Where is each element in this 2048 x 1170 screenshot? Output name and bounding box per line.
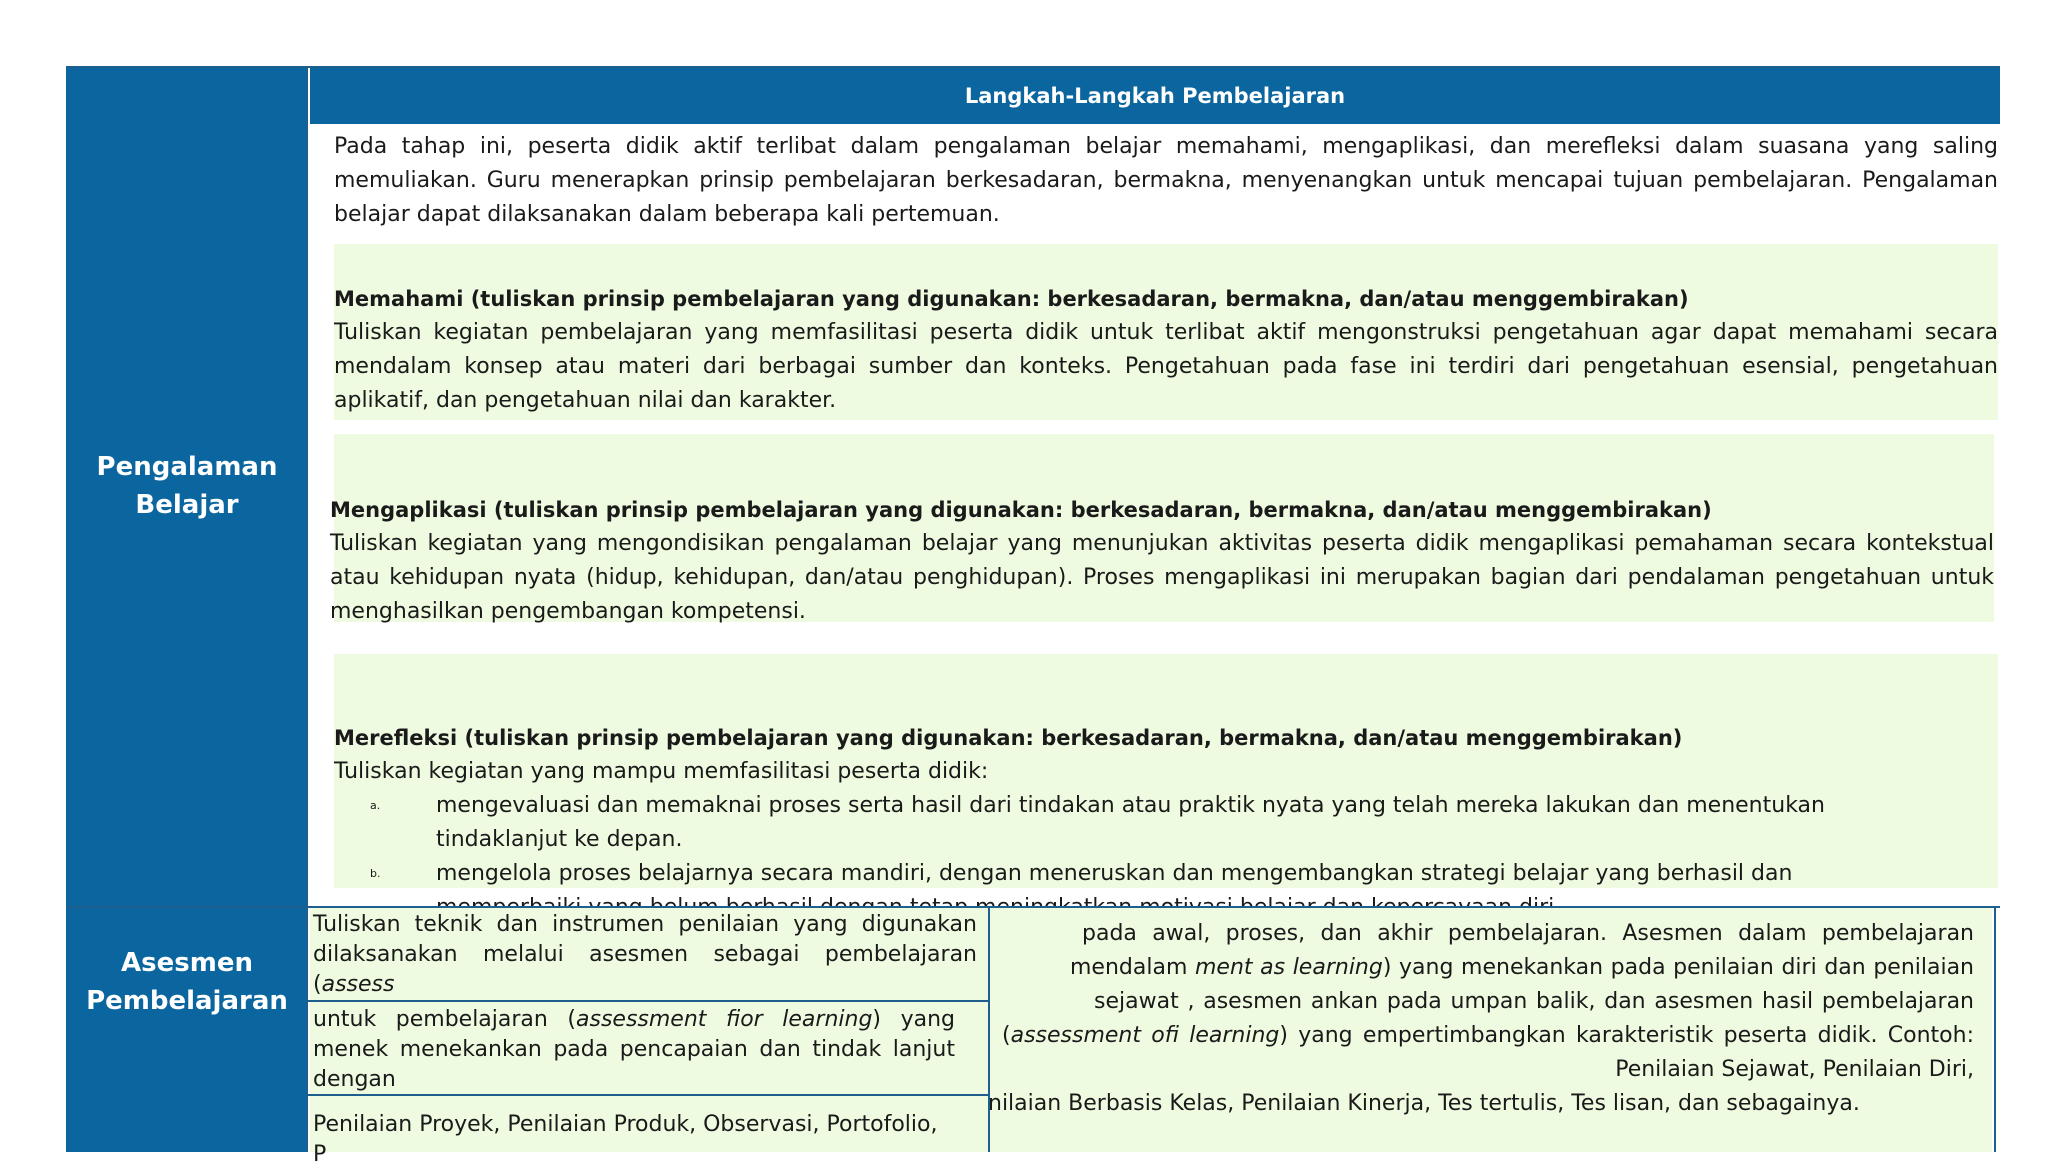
intro-paragraph: Pada tahap ini, peserta didik aktif terlibat dalam pengalaman belajar memahami, mengaplikasi, dan merefleksi dalam suasana yang saling memuliakan. Guru menerapkan prinsip pembelajaran berkesadaran, bermakna, menyenangkan untuk mencapai tujuan pembelajaran. Pengalaman belajar dapat dilaksanakan dalam beberapa kali pertemuan.: [334, 134, 1998, 227]
mengaplikasi-title: Mengaplikasi (tuliskan prinsip pembelajaran yang digunakan: berkesadaran, bermakna, dan/atau menggembirakan): [330, 498, 1712, 522]
merefleksi-title: Merefleksi (tuliskan prinsip pembelajaran yang digunakan: berkesadaran, bermakna, dan/atau menggembirakan): [334, 726, 1683, 750]
asesmen-right-text: [990, 917, 1974, 1121]
merefleksi-list: [334, 789, 1998, 913]
asesmen-pembelajaran-label: [66, 932, 308, 1032]
asesmen-right-line-3: sejawat , asesmen ankan pada umpan balik, dan asesmen hasil pembelajaran: [1094, 989, 1974, 1014]
asesmen-label-line2: Pembelajaran: [86, 986, 288, 1016]
asesmen-right-line-2: mendalam ment as learning) yang menekankan pada penilaian diri dan penilaian: [1070, 955, 1974, 980]
list-item-a-line2: tindaklanjut ke depan.: [436, 827, 683, 852]
steps-header-title: Langkah-Langkah Pembelajaran: [964, 84, 1346, 108]
asesmen-label-line1: Asesmen: [121, 948, 253, 978]
asesmen-right-line-6: nilaian Berbasis Kelas, Penilaian Kinerja, Tes tertulis, Tes lisan, dan sebagainya.: [988, 1091, 1860, 1116]
mengaplikasi-text: Tuliskan kegiatan yang mengondisikan pengalaman belajar yang menunjukan aktivitas peserta didik mengaplikasi pemahaman secara kontekstual atau kehidupan nyata (hidup, kehidupan, dan/atau penghidupan). Proses mengaplikasi ini merupakan bagian dari pendalaman pengetahuan untuk menghasilkan pengembangan kompetensi.: [330, 531, 1994, 624]
memahami-title: Memahami (tuliskan prinsip pembelajaran yang digunakan: berkesadaran, bermakna, dan/atau menggembirakan): [334, 287, 1689, 311]
pengalaman-label-line2: Belajar: [135, 490, 239, 520]
merefleksi-intro: Tuliskan kegiatan yang mampu memfasilitasi peserta didik:: [334, 759, 989, 784]
asesmen-right-border: [1994, 906, 1996, 1152]
asesmen-right-line-4: (assessment ofi learning) yang empertimbangkan karakteristik peserta didik. Contoh:: [1002, 1023, 1974, 1048]
list-marker-b: b.: [370, 867, 381, 880]
asesmen-right-line-5: Penilaian Sejawat, Penilaian Diri,: [1615, 1057, 1974, 1082]
list-marker-a: a.: [370, 799, 381, 812]
pengalaman-belajar-label: [66, 436, 308, 536]
list-item: [436, 789, 1886, 857]
asesmen-right-line-1: pada awal, proses, dan akhir pembelajaran. Asesmen dalam pembelajaran: [1082, 921, 1974, 946]
asesmen-left-text-2: untuk pembelajaran (assessment fior learning) yang menek menekankan pada pencapaian dan tindak lanjut dengan: [313, 1007, 955, 1092]
steps-header: [310, 68, 2000, 124]
list-item-b-line1: mengelola proses belajarnya secara mandiri, dengan meneruskan dan mengembangkan strategi belajar yang berhasil dan: [436, 861, 1793, 886]
memahami-text: Tuliskan kegiatan pembelajaran yang memfasilitasi peserta didik untuk terlibat aktif mengonstruksi pengetahuan agar dapat memahami secara mendalam konsep atau materi dari berbagai sumber dan konteks. Pengetahuan pada fase ini terdiri dari pengetahuan esensial, pengetahuan aplikatif, dan pengetahuan nilai dan karakter.: [334, 320, 1998, 413]
asesmen-left-text-1: Tuliskan teknik dan instrumen penilaian yang digunakan dilaksanakan melalui asesmen sebagai pembelajaran (assess: [313, 912, 977, 997]
list-item-a-line1: mengevaluasi dan memaknai proses serta hasil dari tindakan atau praktik nyata yang telah mereka lakukan dan menentukan: [436, 793, 1825, 818]
asesmen-left-text-3: Penilaian Proyek, Penilaian Produk, Observasi, Portofolio, P: [313, 1112, 938, 1167]
pengalaman-label-line1: Pengalaman: [96, 452, 278, 482]
